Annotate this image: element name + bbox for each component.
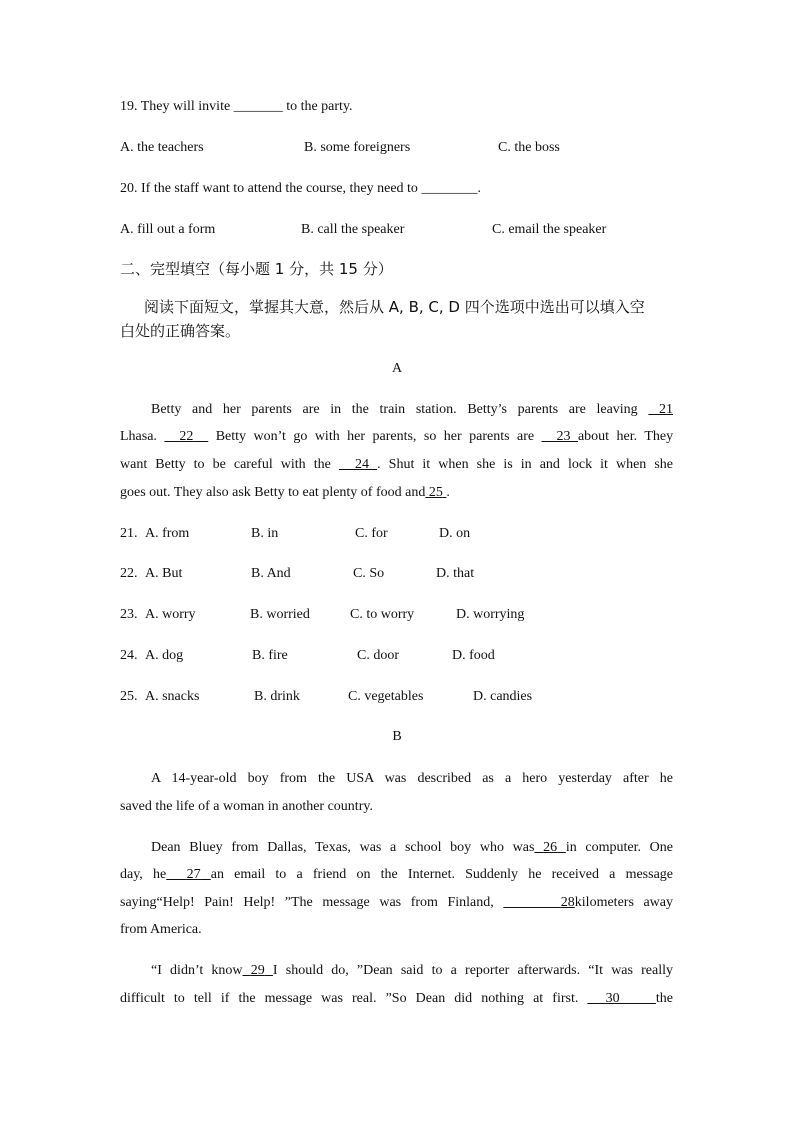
blank-30 <box>587 991 655 1006</box>
option-b: B. worried <box>250 607 310 622</box>
option-b: B. And <box>251 566 291 581</box>
option-a: A. dog <box>145 648 184 663</box>
question-number: 25. <box>120 689 138 704</box>
question-20-stem <box>120 182 481 196</box>
passage-b-p2-line-1 <box>151 841 673 855</box>
blank-21-number: 21 <box>659 402 673 417</box>
passage-a-line-2-mid: Betty won’t go with her parents, so her parents are <box>215 429 535 444</box>
q20-blank: ________ <box>421 181 478 196</box>
section-heading: 二、完型填空（每小题 1 分，共 15 分） <box>120 260 393 278</box>
passage-a-line-4-start: goes out. They also ask Betty to eat plenty of food and <box>120 485 426 500</box>
blank-25 <box>425 485 446 500</box>
passage-a-line-2-start: Lhasa. <box>120 429 157 444</box>
option-a: A. But <box>145 566 183 581</box>
question-number: 24. <box>120 648 138 663</box>
passage-a-line-1-text: Betty and her parents are in the train station. Betty’s parents are leaving <box>151 402 638 417</box>
q20-option-a: A. fill out a form <box>120 222 216 237</box>
blank-29-number: 29 <box>250 963 265 978</box>
blank-23-number: 23 <box>556 429 571 444</box>
passage-a-line-3 <box>120 458 673 472</box>
option-c: C. door <box>357 648 399 663</box>
blank-22 <box>164 429 208 444</box>
q19-option-c: C. the boss <box>498 140 560 155</box>
blank-27 <box>166 867 211 882</box>
instruction-line-2: 白处的正确答案。 <box>120 322 241 340</box>
q19-stem-end: to the party. <box>282 99 353 114</box>
passage-a-line-3-end: . Shut it when she is in and lock it when she <box>377 457 674 472</box>
passage-b-label: B <box>392 729 402 744</box>
q19-option-a: A. the teachers <box>120 140 204 155</box>
q20-option-c: C. email the speaker <box>492 222 607 237</box>
passage-b-p2-line-2-end: an email to a friend on the Internet. Suddenly he received a message <box>210 867 673 882</box>
passage-b-p3-line-2-start: difficult to tell if the message was real. ”So Dean did nothing at first. <box>120 991 579 1006</box>
option-d: D. food <box>452 648 495 663</box>
option-b: B. in <box>251 526 279 541</box>
blank-29 <box>243 963 273 978</box>
passage-b-p1-line-1: A 14-year-old boy from the USA was described as a hero yesterday after he <box>151 771 673 786</box>
blank-22-number: 22 <box>179 429 194 444</box>
instruction-line-1: 阅读下面短文，掌握其大意，然后从 A, B, C, D 四个选项中选出可以填入空 <box>144 298 645 316</box>
blank-21 <box>648 402 673 417</box>
blank-27-number: 27 <box>186 867 201 882</box>
blank-26-number: 26 <box>543 840 558 855</box>
option-c: C. for <box>355 526 388 541</box>
blank-30-number: 30 <box>605 991 620 1006</box>
option-a: A. snacks <box>145 689 200 704</box>
question-number: 22. <box>120 566 138 581</box>
passage-a-line-2 <box>120 430 673 444</box>
option-c: C. vegetables <box>348 689 424 704</box>
passage-b-p3-line-1 <box>151 964 673 978</box>
passage-b-p2-line-3-start: saying“Help! Pain! Help! ”The message was from Finland, <box>120 895 494 910</box>
passage-b-p3-line-1-end: I should do, ”Dean said to a reporter afterwards. “It was really <box>272 963 674 978</box>
q19-option-b: B. some foreigners <box>304 140 411 155</box>
passage-a-line-1 <box>151 403 673 417</box>
passage-b-p2-line-3 <box>120 896 673 910</box>
passage-a-line-3-start: want Betty to be careful with the <box>120 457 331 472</box>
passage-b-p3-line-2 <box>120 992 673 1006</box>
passage-b-p2-line-1-start: Dean Bluey from Dallas, Texas, was a school boy who was <box>151 840 535 855</box>
question-19-stem <box>120 100 353 114</box>
question-number: 23. <box>120 607 138 622</box>
blank-24-number: 24 <box>355 457 370 472</box>
passage-a-line-4 <box>120 486 450 500</box>
q19-blank: _______ <box>233 99 283 114</box>
blank-24 <box>339 457 377 472</box>
option-c: C. to worry <box>350 607 415 622</box>
option-a: A. from <box>145 526 190 541</box>
passage-a-line-2-end: about her. They <box>577 429 674 444</box>
option-d: D. that <box>436 566 475 581</box>
q20-option-b: B. call the speaker <box>301 222 405 237</box>
q19-stem-start: 19. They will invite <box>120 99 234 114</box>
option-c: C. So <box>353 566 385 581</box>
blank-23 <box>542 429 578 444</box>
passage-b-p3-line-2-end: the <box>655 991 673 1006</box>
passage-b-p2-line-2 <box>120 868 673 882</box>
option-d: D. candies <box>473 689 533 704</box>
passage-b-p2-line-3-end: kilometers away <box>574 895 674 910</box>
option-d: D. worrying <box>456 607 525 622</box>
q20-stem-end: . <box>477 181 481 196</box>
blank-28-number: 28 <box>560 895 575 910</box>
passage-a-label: A <box>391 361 403 376</box>
q20-stem-start: 20. If the staff want to attend the course, they need to <box>120 181 422 196</box>
option-d: D. on <box>439 526 471 541</box>
blank-26 <box>534 840 565 855</box>
passage-b-p2-line-1-end: in computer. One <box>565 840 674 855</box>
option-a: A. worry <box>145 607 196 622</box>
passage-b-p2-line-2-start: day, he <box>120 867 167 882</box>
blank-28 <box>503 895 574 910</box>
passage-b-p1-line-2: saved the life of a woman in another country. <box>120 799 373 814</box>
blank-25-number: 25 <box>428 485 443 500</box>
passage-b-p2-line-4: from America. <box>120 922 202 937</box>
option-b: B. fire <box>252 648 288 663</box>
question-number: 21. <box>120 526 138 541</box>
passage-a-line-4-end: . <box>446 485 450 500</box>
passage-b-p3-line-1-start: “I didn’t know <box>151 963 243 978</box>
option-b: B. drink <box>254 689 300 704</box>
